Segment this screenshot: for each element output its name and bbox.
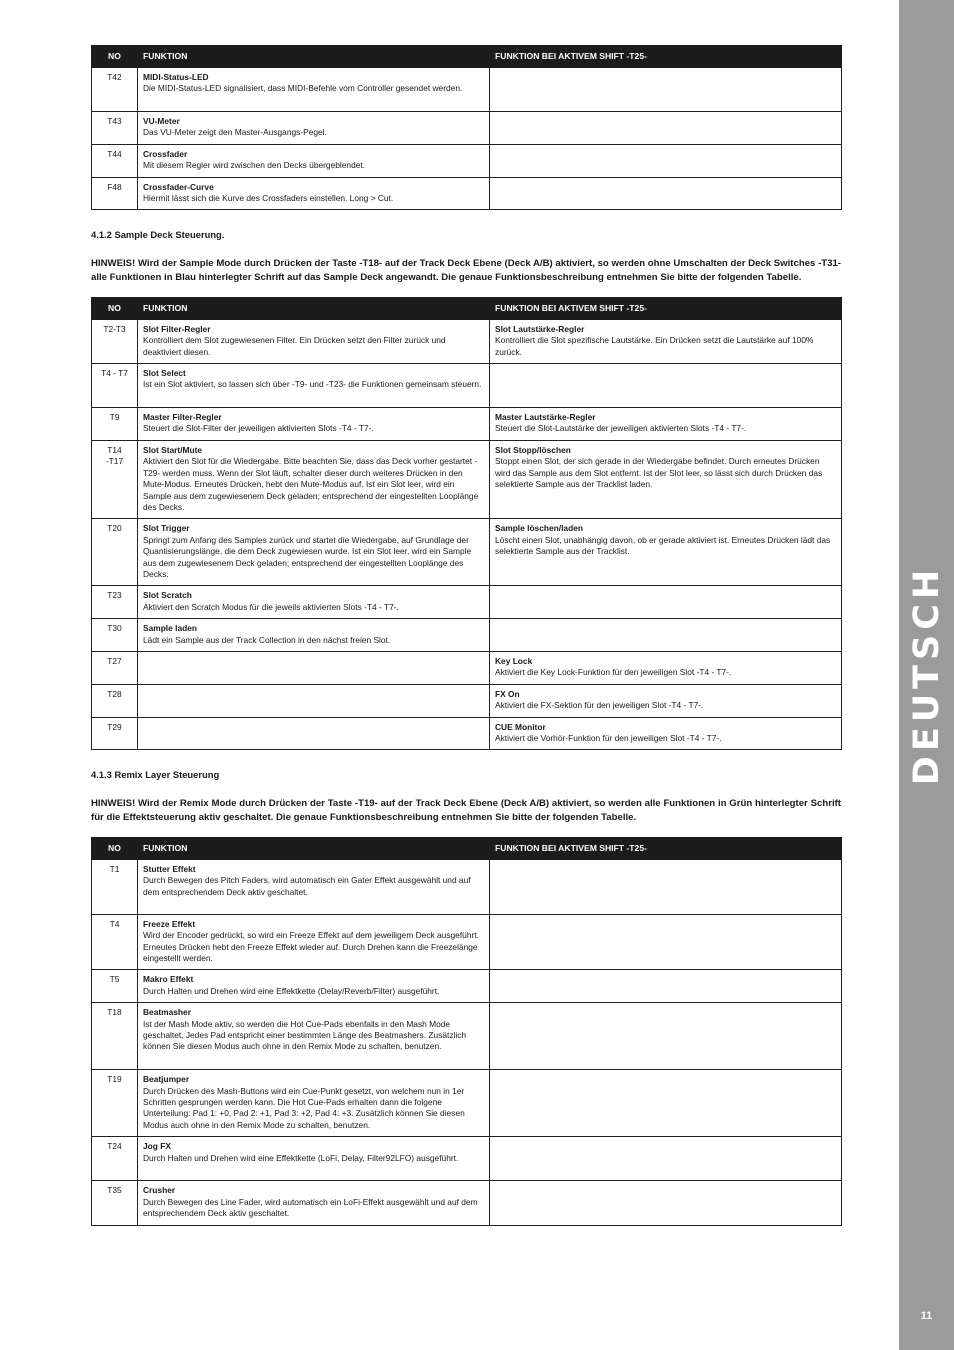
- table-row: [92, 684, 842, 717]
- table-row: [92, 408, 842, 441]
- table-header-row: [92, 46, 842, 68]
- function-description: Ist der Mash Mode aktiv, so werden die Hot Cue-Pads ebenfalls in den Mash Mode geschaltet. Jedes Pad entspricht einer bestimmten Länge des Beatmashers. Zusätzlich können Sie diesen Modus auch ohne in den Remix Mode zu schalten, benutzen.: [143, 1018, 467, 1052]
- row-number-text: T24: [107, 1141, 122, 1152]
- function-cell: [138, 717, 490, 750]
- row-number: [92, 112, 138, 145]
- header-no: NO: [92, 837, 138, 859]
- shift-function-cell: [490, 364, 842, 408]
- language-sidebar: [899, 0, 954, 1350]
- row-number: [92, 440, 138, 518]
- table-row: [92, 1070, 842, 1137]
- table-row: [92, 177, 842, 210]
- row-number: [92, 859, 138, 914]
- shift-function-title: Slot Stopp/löschen: [495, 444, 571, 455]
- function-description: Ist ein Slot aktiviert, so lassen sich über -T9- und -T23- die Funktionen gemeinsam steuern.: [143, 379, 482, 390]
- section-note-remix-layer: HINWEIS! Wird der Remix Mode durch Drücken der Taste -T19- auf der Track Deck Ebene (Deck A/B) aktiviert, so werden alle Funktionen in Grün hinterlegter Schrift für die Effektsteuerung aktiv geschaltet. Die genaue Funktionsbeschreibung entnehmen Sie bitte der folgenden Tabelle.: [91, 798, 841, 823]
- table-row: [92, 651, 842, 684]
- header-shift: FUNKTION BEI AKTIVEM SHIFT -T25-: [490, 297, 842, 319]
- table-row: [92, 364, 842, 408]
- header-no: NO: [92, 297, 138, 319]
- row-number: [92, 319, 138, 363]
- shift-function-cell: [490, 717, 842, 750]
- row-number-text: T5: [109, 974, 120, 985]
- function-cell: [138, 651, 490, 684]
- shift-function-cell: [490, 177, 842, 210]
- shift-function-cell: [490, 112, 842, 145]
- function-title: Stutter Effekt: [143, 863, 196, 874]
- table-header-row: [92, 837, 842, 859]
- function-title: Jog FX: [143, 1141, 171, 1152]
- function-description: Durch Bewegen des Pitch Faders, wird automatisch ein Gater Effekt ausgewählt und auf dem entsprechendem Deck aktiv geschaltet.: [143, 875, 471, 897]
- row-number-text: T30: [107, 623, 122, 634]
- function-cell: [138, 1181, 490, 1225]
- function-description: Durch Drücken des Mash-Buttons wird ein Cue-Punkt gesetzt, von welchem nun in 1er Schritten gesprungen werden kann. Die Hot Cue-Pads erhalten dann die folgene Unterteilung: Pad 1: +0, Pad 2: +1, Pad 3: +2, Pad 4: +3. Zusätzlich können Sie diesen Modus auch ohne in den Remix Mode zu schalten, benutzen.: [143, 1085, 465, 1130]
- table-row: [92, 519, 842, 586]
- function-cell: [138, 586, 490, 619]
- table-row: [92, 68, 842, 112]
- function-cell: [138, 1003, 490, 1070]
- function-description: Mit diesem Regler wird zwischen den Decks übergeblendet.: [143, 160, 366, 171]
- function-description: Hiermit lässt sich die Kurve des Crossfaders einstellen. Long > Cut.: [143, 193, 394, 204]
- function-title: Slot Select: [143, 368, 186, 379]
- row-number-text: F48: [107, 181, 122, 192]
- function-description: Steuert die Slot-Filter der jeweiligen aktivierten Slots -T4 - T7-.: [143, 423, 374, 434]
- shift-function-cell: [490, 144, 842, 177]
- header-shift: FUNKTION BEI AKTIVEM SHIFT -T25-: [490, 46, 842, 68]
- row-number-text: T9: [109, 412, 120, 423]
- function-description: Durch Halten und Drehen wird eine Effektkette (Delay/Reverb/Filter) ausgeführt.: [143, 985, 440, 996]
- row-number: [92, 914, 138, 970]
- sidebar-language-label: DEUTSCH: [906, 564, 947, 786]
- function-description: Lädt ein Sample aus der Track Collection in den nächst freien Slot.: [143, 634, 391, 645]
- function-description: Kontrolliert dem Slot zugewiesenen Filter. Ein Drücken setzt den Filter zurück und deaktiviert diesen.: [143, 335, 446, 357]
- function-description: Durch Bewegen des Line Fader, wird automatisch ein LoFi-Effekt ausgewählt und auf dem entsprechendem Deck aktiv geschaltet.: [143, 1196, 478, 1219]
- row-number: [92, 144, 138, 177]
- table-remix-layer: [91, 837, 842, 1226]
- shift-function-description: Aktiviert die Key Lock-Funktion für den jeweiligen Slot -T4 - T7-.: [495, 667, 732, 678]
- row-number-text: T42: [107, 72, 122, 82]
- function-cell: [138, 440, 490, 518]
- shift-function-description: Steuert die Slot-Lautstärke der jeweiligen aktivierten Slots -T4 - T7-.: [495, 423, 747, 434]
- table-controls: [91, 45, 842, 210]
- function-cell: [138, 619, 490, 652]
- row-number: [92, 651, 138, 684]
- shift-function-description: Löscht einen Slot, unabhängig davon, ob er gerade aktiviert ist. Erneutes Drücken lädt das selektierte Sample aus der Tracklist.: [495, 534, 831, 557]
- table-row: [92, 112, 842, 145]
- row-number: [92, 1181, 138, 1225]
- shift-function-cell: [490, 684, 842, 717]
- function-title: Makro Effekt: [143, 974, 194, 985]
- function-cell: [138, 684, 490, 717]
- table-row: [92, 440, 842, 518]
- table-row: [92, 914, 842, 970]
- shift-function-cell: [490, 970, 842, 1003]
- function-title: VU-Meter: [143, 116, 180, 126]
- shift-function-cell: [490, 651, 842, 684]
- shift-function-cell: [490, 914, 842, 970]
- shift-function-cell: [490, 1003, 842, 1070]
- function-title: Beatmasher: [143, 1007, 191, 1018]
- row-number: [92, 1137, 138, 1181]
- shift-function-title: Sample löschen/laden: [495, 523, 583, 534]
- row-number-text: T18: [107, 1007, 122, 1018]
- header-funktion: FUNKTION: [138, 46, 490, 68]
- shift-function-title: Slot Lautstärke-Regler: [495, 323, 585, 334]
- function-title: Master Filter-Regler: [143, 412, 222, 423]
- row-number-text: T35: [107, 1185, 122, 1196]
- shift-function-cell: [490, 440, 842, 518]
- row-number: [92, 586, 138, 619]
- shift-function-cell: [490, 519, 842, 586]
- row-number-text: T2-T3: [103, 323, 126, 334]
- table-row: [92, 619, 842, 652]
- row-number-text: T4: [109, 918, 120, 929]
- row-number: [92, 1070, 138, 1137]
- row-number-text: T19: [107, 1074, 122, 1085]
- table-row: [92, 319, 842, 363]
- function-cell: [138, 859, 490, 914]
- row-number-text: T20: [107, 523, 122, 534]
- row-number-text: T4 - T7: [101, 368, 128, 379]
- shift-function-description: Stoppt einen Slot, der sich gerade in der Wiedergabe befindet. Durch erneutes Drücken wird das Sample aus dem Slot entfernt. Ist der Slot leer, so lässt sich durch Drücken das selektierte Sample aus der Tracklist laden.: [495, 456, 823, 490]
- table-row: [92, 859, 842, 914]
- function-title: Crossfader-Curve: [143, 181, 214, 192]
- shift-function-cell: [490, 1070, 842, 1137]
- table-header-row: [92, 297, 842, 319]
- function-cell: [138, 408, 490, 441]
- row-number: [92, 408, 138, 441]
- shift-function-cell: [490, 319, 842, 363]
- function-title: Slot Trigger: [143, 523, 190, 534]
- page-number: 11: [920, 1310, 933, 1322]
- function-title: Slot Scratch: [143, 590, 192, 601]
- header-funktion: FUNKTION: [138, 837, 490, 859]
- function-title: Sample laden: [143, 623, 197, 634]
- header-shift: FUNKTION BEI AKTIVEM SHIFT -T25-: [490, 837, 842, 859]
- row-number: [92, 717, 138, 750]
- shift-function-cell: [490, 1137, 842, 1181]
- header-funktion: FUNKTION: [138, 297, 490, 319]
- row-number-text: T29: [107, 721, 122, 732]
- shift-function-cell: [490, 408, 842, 441]
- row-number: [92, 177, 138, 210]
- function-title: Crusher: [143, 1185, 176, 1196]
- row-number: [92, 970, 138, 1003]
- function-title: Slot Filter-Regler: [143, 323, 211, 334]
- function-cell: [138, 1070, 490, 1137]
- function-cell: [138, 970, 490, 1003]
- table-sample-deck: [91, 297, 842, 751]
- shift-function-cell: [490, 68, 842, 112]
- section-heading-sample-deck: 4.1.2 Sample Deck Steuerung.: [91, 229, 225, 241]
- section-note-sample-deck: HINWEIS! Wird der Sample Mode durch Drücken der Taste -T18- auf der Track Deck Ebene (Deck A/B) aktiviert, so werden ohne Umschalten der Deck Switches -T31- alle Funktionen in Blau hinterlegter Schrift auf das Sample Deck angewandt. Die genaue Funktionsbeschreibung entnehmen Sie bitte der folgenden Tabelle.: [91, 258, 841, 283]
- row-number: [92, 619, 138, 652]
- function-cell: [138, 519, 490, 586]
- table-row: [92, 1003, 842, 1070]
- function-description: Die MIDI-Status-LED signalisiert, dass MIDI-Befehle vom Controller gesendet werden.: [143, 83, 463, 94]
- row-number: [92, 684, 138, 717]
- function-cell: [138, 364, 490, 408]
- row-number: [92, 68, 138, 112]
- table-row: [92, 586, 842, 619]
- row-number-text: T44: [107, 148, 122, 159]
- shift-function-title: Key Lock: [495, 655, 533, 666]
- row-number: [92, 519, 138, 586]
- page-content: [91, 45, 841, 1226]
- shift-function-cell: [490, 586, 842, 619]
- row-number-text: T28: [107, 688, 122, 699]
- shift-function-title: Master Lautstärke-Regler: [495, 412, 596, 423]
- function-cell: [138, 319, 490, 363]
- row-number-text: T23: [107, 590, 122, 601]
- function-description: Aktiviert den Slot für die Wiedergabe. Bitte beachten Sie, dass das Deck vorher gestartet -T29- werden muss. Wenn der Slot läuft, schalter dieser durch weiteres Drücken in den Mute-Modus. Erneutes Drücken, hebt den Mute-Modus auf. Ist ein Slot leer, wird ein Sample aus dem zugewiesenem Deck geladen; entsprechend der eingestellten Looplänge des Decks.: [143, 456, 479, 512]
- shift-function-cell: [490, 1181, 842, 1225]
- table-row: [92, 717, 842, 750]
- table-row: [92, 1137, 842, 1181]
- table-row: [92, 1181, 842, 1225]
- row-number-text: T14: [107, 444, 122, 455]
- table-row: [92, 970, 842, 1003]
- shift-function-cell: [490, 619, 842, 652]
- function-description: Wird der Encoder gedrückt, so wird ein Freeze Effekt auf dem jeweiligem Deck ausgeführt. Erneutes Drücken hebt den Freeze Effekt wieder auf. Durch Drehen kann die Freezelänge eingestellt werden.: [143, 930, 479, 964]
- function-description: Durch Halten und Drehen wird eine Effektkette (LoFi, Delay, Filter92LFO) ausgeführt.: [143, 1152, 459, 1163]
- function-description: Das VU-Meter zeigt den Master-Ausgangs-Pegel.: [143, 127, 327, 138]
- function-cell: [138, 112, 490, 145]
- function-cell: [138, 914, 490, 970]
- row-number-text: -T17: [105, 456, 124, 467]
- function-title: Crossfader: [143, 148, 188, 159]
- function-cell: [138, 144, 490, 177]
- row-number-text: T1: [109, 863, 120, 874]
- header-no: NO: [92, 46, 138, 68]
- shift-function-description: Kontrolliert die Slot spezifische Lautstärke. Ein Drücken setzt die Lautstärke auf 100% zurück.: [495, 335, 814, 357]
- section-heading-remix-layer: 4.1.3 Remix Layer Steuerung: [91, 769, 220, 781]
- shift-function-description: Aktiviert die Vorhör-Funktion für den jeweiligen Slot -T4 - T7-.: [495, 733, 722, 743]
- function-cell: [138, 177, 490, 210]
- shift-function-description: Aktiviert die FX-Sektion für den jeweiligen Slot -T4 - T7-.: [495, 700, 704, 711]
- function-description: Springt zum Anfang des Samples zurück und startet die Wiedergabe, auf Grundlage der Quantisierungslänge, die dem Deck zugewiesen wurde. Ist ein Slot leer, wird ein Sample aus dem zugewiesenem Deck geladen; entsprechend der eingestellten Looplänge des Decks.: [143, 534, 472, 579]
- row-number-text: T43: [107, 116, 122, 126]
- function-title: Freeze Effekt: [143, 918, 196, 929]
- function-title: Slot Start/Mute: [143, 444, 203, 455]
- function-title: Beatjumper: [143, 1074, 190, 1085]
- shift-function-cell: [490, 859, 842, 914]
- row-number-text: T27: [107, 655, 122, 666]
- function-cell: [138, 68, 490, 112]
- shift-function-title: CUE Monitor: [495, 721, 546, 732]
- table-row: [92, 144, 842, 177]
- function-cell: [138, 1137, 490, 1181]
- function-title: MIDI-Status-LED: [143, 72, 209, 82]
- row-number: [92, 1003, 138, 1070]
- shift-function-title: FX On: [495, 688, 520, 699]
- row-number: [92, 364, 138, 408]
- function-description: Aktiviert den Scratch Modus für die jeweils aktivierten Slots -T4 - T7-.: [143, 601, 399, 612]
